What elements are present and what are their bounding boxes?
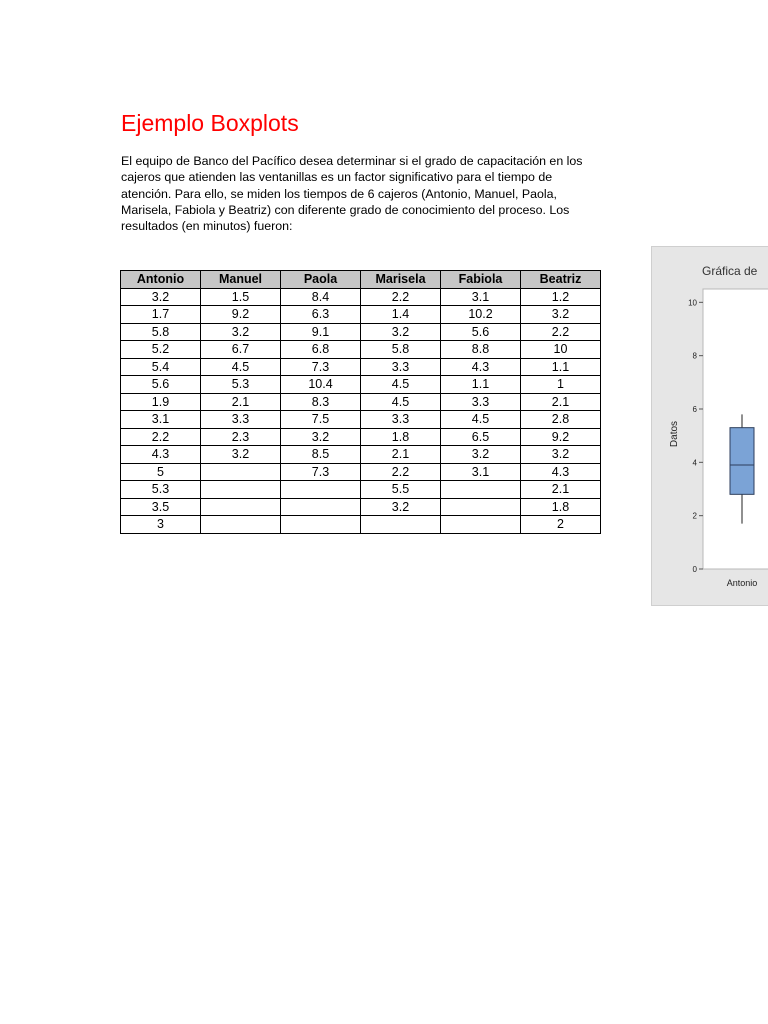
intro-line: cajeros que atienden las ventanillas es un factor significativo para el tiempo de bbox=[121, 170, 553, 185]
table-cell: 1 bbox=[521, 376, 601, 394]
table-cell: 3.2 bbox=[361, 323, 441, 341]
table-cell: 2 bbox=[521, 516, 601, 534]
table-cell: 5.2 bbox=[121, 341, 201, 359]
table-cell: 5.6 bbox=[441, 323, 521, 341]
table-cell bbox=[441, 498, 521, 516]
table-cell: 1.1 bbox=[521, 358, 601, 376]
table-cell: 7.3 bbox=[281, 358, 361, 376]
table-cell: 3.5 bbox=[121, 498, 201, 516]
table-row bbox=[121, 358, 601, 376]
intro-paragraph bbox=[121, 153, 611, 234]
table-cell: 3.1 bbox=[441, 288, 521, 306]
table-cell: 5.8 bbox=[361, 341, 441, 359]
table-cell: 1.8 bbox=[521, 498, 601, 516]
table-cell: 2.3 bbox=[201, 428, 281, 446]
table-cell: 6.3 bbox=[281, 306, 361, 324]
table-row bbox=[121, 376, 601, 394]
y-axis-label: Datos bbox=[669, 420, 680, 448]
table-row bbox=[121, 411, 601, 429]
table-cell: 1.8 bbox=[361, 428, 441, 446]
table-cell bbox=[281, 498, 361, 516]
table-cell: 1.5 bbox=[201, 288, 281, 306]
table-body bbox=[121, 288, 601, 533]
table-cell bbox=[201, 498, 281, 516]
table-cell: 5.5 bbox=[361, 481, 441, 499]
table-row bbox=[121, 323, 601, 341]
table-cell: 3.3 bbox=[441, 393, 521, 411]
table-cell bbox=[361, 516, 441, 534]
intro-line: El equipo de Banco del Pacífico desea determinar si el grado de capacitación en los bbox=[121, 154, 583, 168]
y-tick-label: 8 bbox=[692, 351, 697, 361]
column-header: Manuel bbox=[201, 271, 281, 289]
table-cell: 2.1 bbox=[361, 446, 441, 464]
table-cell: 3.2 bbox=[521, 446, 601, 464]
table-cell: 8.4 bbox=[281, 288, 361, 306]
y-tick-label: 6 bbox=[692, 405, 697, 414]
table-cell: 2.2 bbox=[361, 288, 441, 306]
table-cell: 2.1 bbox=[521, 481, 601, 499]
table-cell: 3.3 bbox=[361, 358, 441, 376]
table-cell bbox=[441, 516, 521, 534]
table-cell: 1.7 bbox=[121, 306, 201, 324]
table-cell: 2.2 bbox=[121, 428, 201, 446]
table-cell: 2.1 bbox=[201, 393, 281, 411]
intro-line: resultados (en minutos) fueron: bbox=[121, 219, 293, 234]
column-header: Fabiola bbox=[441, 271, 521, 289]
table-cell: 2.1 bbox=[521, 393, 601, 411]
column-header: Paola bbox=[281, 271, 361, 289]
intro-line: atención. Para ello, se miden los tiempos de 6 cajeros (Antonio, Manuel, Paola, bbox=[121, 186, 557, 201]
table-cell: 4.3 bbox=[121, 446, 201, 464]
data-table bbox=[120, 270, 601, 534]
table-cell: 3 bbox=[121, 516, 201, 534]
column-header: Marisela bbox=[361, 271, 441, 289]
table-cell: 3.2 bbox=[281, 428, 361, 446]
table-cell: 2.2 bbox=[361, 463, 441, 481]
boxplot-svg bbox=[652, 247, 768, 605]
table-cell: 10.2 bbox=[441, 306, 521, 324]
table-cell: 6.5 bbox=[441, 428, 521, 446]
y-tick-label: 0 bbox=[692, 565, 697, 574]
table-cell: 5.3 bbox=[121, 481, 201, 499]
table-cell bbox=[201, 516, 281, 534]
y-tick-label: 4 bbox=[692, 458, 697, 468]
table-cell: 7.3 bbox=[281, 463, 361, 481]
intro-line: Marisela, Fabiola y Beatriz) con diferente grado de conocimiento del proceso. Los bbox=[121, 202, 570, 217]
column-header: Antonio bbox=[121, 271, 201, 289]
x-category-label: Antonio bbox=[726, 578, 758, 588]
boxplot-chart bbox=[651, 246, 768, 606]
table-cell bbox=[201, 481, 281, 499]
table-cell: 4.5 bbox=[361, 393, 441, 411]
table-cell bbox=[201, 463, 281, 481]
table-cell: 1.2 bbox=[521, 288, 601, 306]
table-header-row bbox=[121, 271, 601, 289]
table-cell: 2.8 bbox=[521, 411, 601, 429]
table-row bbox=[121, 428, 601, 446]
table-row bbox=[121, 306, 601, 324]
column-header: Beatriz bbox=[521, 271, 601, 289]
table-cell: 5.3 bbox=[201, 376, 281, 394]
table-cell: 3.3 bbox=[201, 411, 281, 429]
table-cell: 3.3 bbox=[361, 411, 441, 429]
y-tick-label: 2 bbox=[692, 511, 697, 521]
table-cell: 10.4 bbox=[281, 376, 361, 394]
table-cell: 5 bbox=[121, 463, 201, 481]
table-cell: 8.5 bbox=[281, 446, 361, 464]
table-cell: 1.4 bbox=[361, 306, 441, 324]
table-cell: 5.8 bbox=[121, 323, 201, 341]
table-cell bbox=[441, 481, 521, 499]
table-cell: 2.2 bbox=[521, 323, 601, 341]
table-cell: 5.6 bbox=[121, 376, 201, 394]
table-row bbox=[121, 463, 601, 481]
table-cell bbox=[281, 481, 361, 499]
table-cell: 9.1 bbox=[281, 323, 361, 341]
table-cell: 9.2 bbox=[201, 306, 281, 324]
table-cell: 4.5 bbox=[361, 376, 441, 394]
table-cell: 3.1 bbox=[441, 463, 521, 481]
table-cell: 3.1 bbox=[121, 411, 201, 429]
table-cell: 5.4 bbox=[121, 358, 201, 376]
table-row bbox=[121, 516, 601, 534]
table-cell: 3.2 bbox=[121, 288, 201, 306]
table-row bbox=[121, 498, 601, 516]
table-cell bbox=[281, 516, 361, 534]
table-cell: 6.7 bbox=[201, 341, 281, 359]
table-row bbox=[121, 288, 601, 306]
table-cell: 3.2 bbox=[361, 498, 441, 516]
table-cell: 1.9 bbox=[121, 393, 201, 411]
table-cell: 7.5 bbox=[281, 411, 361, 429]
table-cell: 10 bbox=[521, 341, 601, 359]
table-cell: 3.2 bbox=[201, 446, 281, 464]
table-row bbox=[121, 393, 601, 411]
table-cell: 4.5 bbox=[441, 411, 521, 429]
table-cell: 4.5 bbox=[201, 358, 281, 376]
y-tick-label: 10 bbox=[688, 298, 697, 308]
page-title: Ejemplo Boxplots bbox=[121, 110, 299, 136]
table-cell: 6.8 bbox=[281, 341, 361, 359]
box-antonio bbox=[730, 428, 754, 495]
chart-title: Gráfica de bbox=[702, 264, 758, 278]
table-cell: 1.1 bbox=[441, 376, 521, 394]
table-cell: 3.2 bbox=[521, 306, 601, 324]
table-cell: 8.3 bbox=[281, 393, 361, 411]
table-row bbox=[121, 446, 601, 464]
table-cell: 8.8 bbox=[441, 341, 521, 359]
table-cell: 9.2 bbox=[521, 428, 601, 446]
table-cell: 4.3 bbox=[441, 358, 521, 376]
table-cell: 4.3 bbox=[521, 463, 601, 481]
table-row bbox=[121, 341, 601, 359]
table-cell: 3.2 bbox=[441, 446, 521, 464]
table-cell: 3.2 bbox=[201, 323, 281, 341]
table-row bbox=[121, 481, 601, 499]
